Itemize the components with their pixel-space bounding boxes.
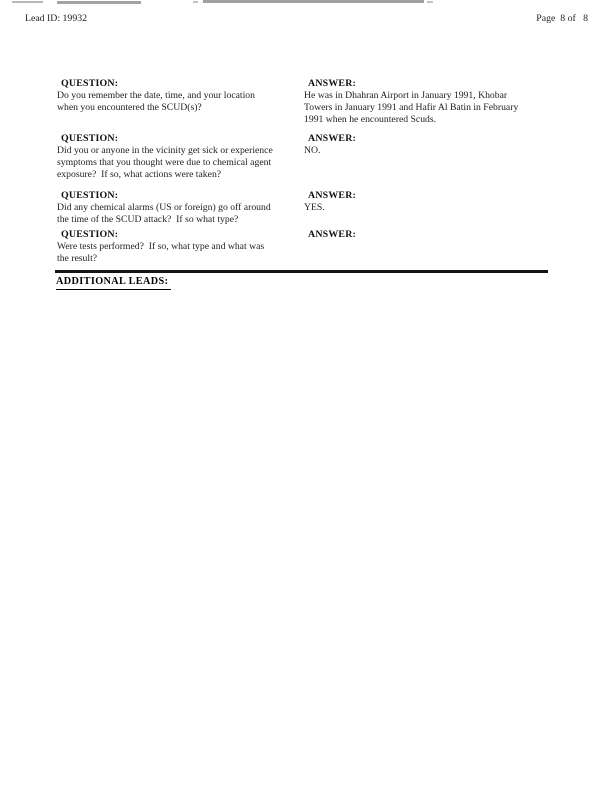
answer-text-line: Towers in January 1991 and Hafir Al Batin in February xyxy=(304,102,519,113)
section-divider-rule xyxy=(55,270,548,273)
answer-label: ANSWER: xyxy=(308,229,357,240)
answer-column xyxy=(304,133,590,157)
redaction-bar xyxy=(203,0,424,3)
answer-text-line: 1991 when he encountered Scuds. xyxy=(304,114,437,125)
question-label: QUESTION: xyxy=(61,78,119,89)
question-text-line: when you encountered the SCUD(s)? xyxy=(57,102,202,113)
question-text-line: symptoms that you thought were due to chemical agent xyxy=(57,157,272,168)
answer-text-line: He was in Dhahran Airport in January 1991, Khobar xyxy=(304,90,508,101)
question-label: QUESTION: xyxy=(61,229,119,240)
redaction-bar xyxy=(193,1,198,3)
question-label: QUESTION: xyxy=(61,133,119,144)
page-number-label: Page 8 of 8 xyxy=(536,13,588,24)
lead-id-label: Lead ID: 19932 xyxy=(25,13,88,24)
redaction-bar xyxy=(12,1,43,3)
question-text-line: the time of the SCUD attack? If so what type? xyxy=(57,214,239,225)
question-text-line: exposure? If so, what actions were taken? xyxy=(57,169,222,180)
redaction-bar xyxy=(427,1,433,3)
answer-column xyxy=(304,229,590,241)
answer-text-line: YES. xyxy=(304,202,325,213)
question-text-line: Did you or anyone in the vicinity get sick or experience xyxy=(57,145,273,156)
answer-label: ANSWER: xyxy=(308,133,357,144)
redaction-bar xyxy=(57,1,141,4)
question-text-line: Were tests performed? If so, what type and what was xyxy=(57,241,265,252)
answer-column xyxy=(304,190,590,214)
question-text-line: the result? xyxy=(57,253,98,264)
answer-text-line: NO. xyxy=(304,145,321,156)
question-column xyxy=(57,190,299,226)
question-column xyxy=(57,133,299,181)
question-column xyxy=(57,78,299,114)
question-text-line: Did any chemical alarms (US or foreign) go off around xyxy=(57,202,271,213)
answer-column xyxy=(304,78,590,126)
question-column xyxy=(57,229,299,265)
answer-label: ANSWER: xyxy=(308,78,357,89)
answer-label: ANSWER: xyxy=(308,190,357,201)
additional-leads-heading: ADDITIONAL LEADS: xyxy=(56,276,171,290)
question-label: QUESTION: xyxy=(61,190,119,201)
question-text-line: Do you remember the date, time, and your location xyxy=(57,90,255,101)
